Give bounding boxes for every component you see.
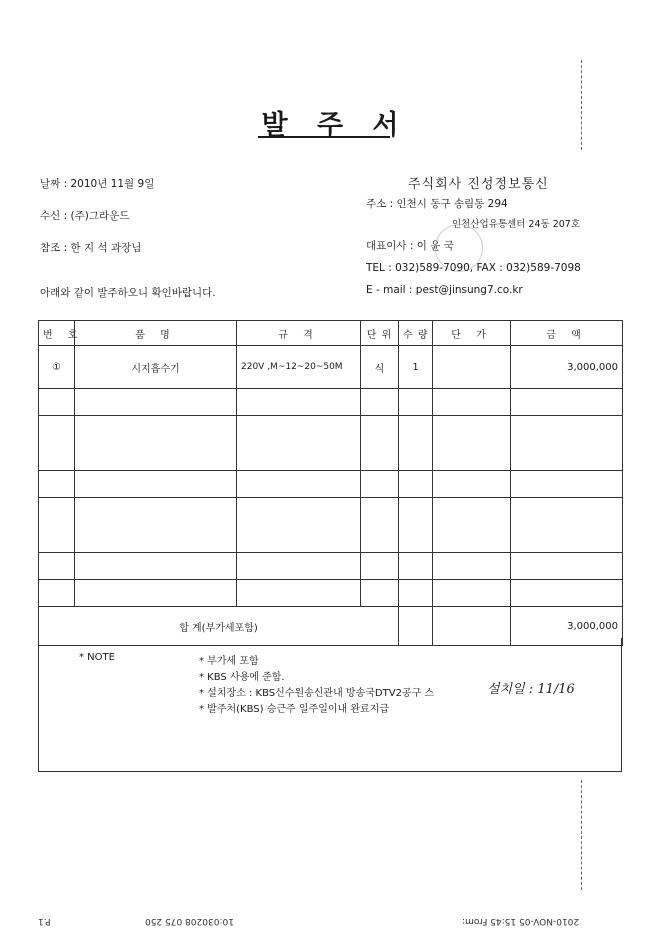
- fax-number: 0208 075 250: [145, 916, 208, 926]
- row-price: [433, 346, 511, 389]
- scan-artifact-line: [581, 780, 582, 890]
- table-row-empty: [39, 580, 623, 607]
- total-amount: 3,000,000: [511, 607, 623, 646]
- company-ceo: 대표이사 : 이 윤 국: [366, 240, 454, 252]
- header-item: 품 명: [75, 321, 237, 346]
- handwritten-install-date: 설치일 : 11/16: [487, 682, 575, 697]
- header-no: 번 호: [39, 321, 75, 346]
- note-item: * 발주처(KBS) 승근주 일주일이내 완료지급: [199, 704, 390, 715]
- row-qty: 1: [399, 346, 433, 389]
- row-amount: 3,000,000: [511, 346, 623, 389]
- table-row-empty: [39, 553, 623, 580]
- note-item: * 설치장소 : KBS신수원송신관내 방송국DTV2공구 스: [199, 688, 435, 699]
- table-row-empty: [39, 471, 623, 498]
- note-item: * 부가세 포함: [199, 656, 259, 667]
- row-spec: 220V ,M~12~20~50M: [237, 346, 361, 389]
- company-address-1: 주소 : 인천시 동구 송림동 294: [366, 198, 508, 210]
- intro-text: 아래와 같이 발주하오니 확인바랍니다.: [40, 287, 216, 299]
- header-unit: 단 위: [361, 321, 399, 346]
- row-no: ①: [39, 346, 75, 389]
- header-spec: 규 격: [237, 321, 361, 346]
- row-item: 시지흡수기: [75, 346, 237, 389]
- notes-label: * NOTE: [79, 652, 115, 663]
- total-label: 합 계(부가세포함): [39, 607, 399, 646]
- title-underline: [258, 136, 390, 138]
- document-title: 발 주 서: [261, 110, 409, 141]
- table-row-empty: [39, 416, 623, 471]
- order-items-table: [38, 320, 623, 646]
- table-header-row: [39, 321, 623, 346]
- header-price: 단 가: [433, 321, 511, 346]
- reference: 참조 : 한 지 석 과장님: [40, 242, 142, 254]
- header-amount: 금 액: [511, 321, 623, 346]
- company-name: 주식회사 진성정보통신: [408, 177, 549, 192]
- company-tel-fax: TEL : 032)589-7090, FAX : 032)589-7098: [366, 262, 581, 274]
- fax-time: 10:03: [208, 916, 234, 926]
- table-row: [39, 346, 623, 389]
- order-date: 날짜 : 2010년 11월 9일: [40, 178, 155, 190]
- table-row-empty: [39, 389, 623, 416]
- table-row-empty: [39, 498, 623, 553]
- company-address-2: 인천산업유통센터 24동 207호: [452, 219, 581, 230]
- fax-page-number: P.1: [38, 916, 51, 926]
- company-email: E - mail : pest@jinsung7.co.kr: [366, 284, 523, 296]
- header-qty: 수 량: [399, 321, 433, 346]
- fax-sent-info: 2010-NOV-05 15:45 From:: [462, 916, 580, 926]
- note-item: * KBS 사용에 준함.: [199, 672, 285, 683]
- notes-section: [38, 638, 622, 772]
- scan-artifact-line: [581, 60, 582, 150]
- recipient: 수신 : (주)그라운드: [40, 210, 130, 222]
- row-unit: 식: [361, 346, 399, 389]
